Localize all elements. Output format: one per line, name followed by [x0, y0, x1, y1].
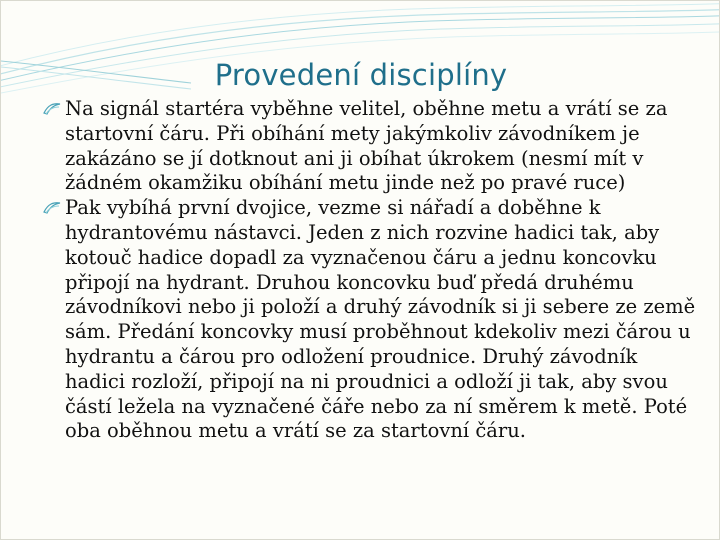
bullet-item — [29, 196, 697, 444]
swoosh-bullet-icon — [43, 200, 61, 216]
bullet-text: Pak vybíhá první dvojice, vezme si nářadí a doběhne k hydrantovému nástavci. Jeden z nich rozvine hadici tak, aby kotouč hadice dopadl za vyznačenou čáru a jednu koncovku připojí na hydrant. Druhou koncovku buď předá druhému závodníkovi nebo ji položí a druhý závodník si ji sebere ze země sám. Předání koncovky musí proběhnout kdekoliv mezi čárou u hydrantu a čárou pro odložení proudnice. Druhý závodník hadici rozloží, připojí na ni proudnici a odloží ji tak, aby svou částí ležela na vyznačené čáře nebo za ní směrem k metě. Poté oba oběhnou metu a vrátí se za startovní čáru. — [65, 196, 696, 443]
bullet-item — [29, 97, 697, 196]
slide-title: Provedení disciplíny — [214, 58, 508, 92]
bullet-text: Na signál startéra vyběhne velitel, oběhne metu a vrátí se za startovní čáru. Při obíhání mety jakýmkoliv závodníkem je zakázáno se jí dotknout ani ji obíhat úkrokem (nesmí mít v žádném okamžiku obíhání metu jinde než po pravé ruce) — [65, 97, 668, 195]
bullet-list — [29, 97, 697, 444]
swoosh-bullet-icon — [43, 101, 61, 117]
